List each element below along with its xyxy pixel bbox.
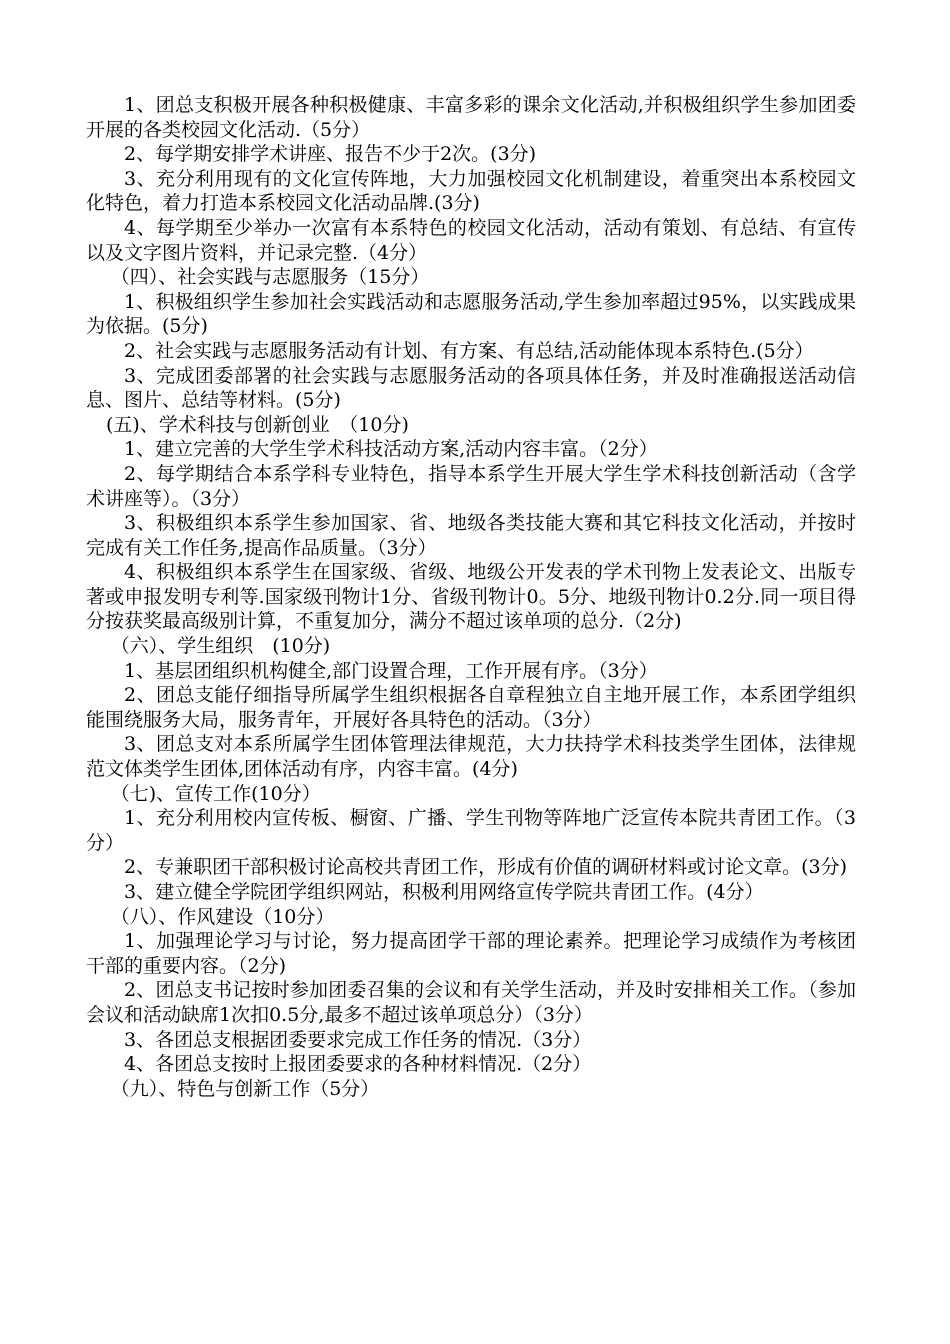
section-heading: （八）、作风建设（10分） xyxy=(110,905,335,928)
list-item: 3、完成团委部署的社会实践与志愿服务活动的各项具体任务，并及时准确报送活动信息、图片、总结等材料。(5分) xyxy=(86,364,856,412)
section-heading: （六）、学生组织 (10分) xyxy=(110,635,331,658)
list-item: 4、各团总支按时上报团委要求的各种材料情况.（2分） xyxy=(124,1053,592,1076)
list-item: 2、专兼职团干部积极讨论高校共青团工作，形成有价值的调研材料或讨论文章。(3分) xyxy=(124,856,848,879)
section-heading: (五)、学术科技与创新创业 （10分) xyxy=(105,413,409,436)
list-item: 1、充分利用校内宣传板、橱窗、广播、学生刊物等阵地广泛宣传本院共青团工作。（3分） xyxy=(86,807,856,854)
list-item: 4、每学期至少举办一次富有本系特色的校园文化活动，活动有策划、有总结、有宣传以及文字图片资料，并记录完整.（4分） xyxy=(86,216,856,264)
section-heading: （七)、宣传工作(10分） xyxy=(110,782,321,805)
list-item: 2、社会实践与志愿服务活动有计划、有方案、有总结,活动能体现本系特色.(5分） xyxy=(124,339,814,362)
list-item: 2、每学期安排学术讲座、报告不少于2次。(3分) xyxy=(124,143,537,166)
list-item: 1、积极组织学生参加社会实践活动和志愿服务活动,学生参加率超过95%，以实践成果为依据。(5分) xyxy=(86,290,856,338)
section-heading: （四）、社会实践与志愿服务（15分） xyxy=(110,266,430,289)
list-item: 2、团总支能仔细指导所属学生组织根据各自章程独立自主地开展工作，本系团学组织能围绕服务大局，服务青年，开展好各具特色的活动。（3分） xyxy=(86,684,856,731)
section-heading: （九）、特色与创新工作（5分） xyxy=(110,1077,380,1100)
list-item: 1、建立完善的大学生学术科技活动方案,活动内容丰富。（2分） xyxy=(124,438,658,461)
list-item: 2、每学期结合本系学科专业特色，指导本系学生开展大学生学术科技创新活动（含学术讲座等）。（3分） xyxy=(86,462,856,510)
list-item: 1、团总支积极开展各种积极健康、丰富多彩的课余文化活动,并积极组织学生参加团委开展的各类校园文化活动.（5分） xyxy=(86,94,856,141)
list-item: 3、团总支对本系所属学生团体管理法律规范，大力扶持学术科技类学生团体，法律规范文体类学生团体,团体活动有序，内容丰富。(4分) xyxy=(86,733,856,781)
document-body xyxy=(86,93,856,1101)
list-item: 3、各团总支根据团委要求完成工作任务的情况.（3分） xyxy=(124,1028,592,1051)
list-item: 3、建立健全学院团学组织网站，积极利用网络宣传学院共青团工作。(4分） xyxy=(124,881,764,903)
list-item: 1、加强理论学习与讨论，努力提高团学干部的理论素养。把理论学习成绩作为考核团干部的重要内容。（2分) xyxy=(86,930,856,977)
list-item: 2、团总支书记按时参加团委召集的会议和有关学生活动，并及时安排相关工作。（参加会议和活动缺席1次扣0.5分,最多不超过该单项总分）（3分） xyxy=(86,979,856,1026)
list-item: 1、基层团组织机构健全,部门设置合理，工作开展有序。（3分） xyxy=(124,659,658,682)
list-item: 4、积极组织本系学生在国家级、省级、地级公开发表的学术刊物上发表论文、出版专著或申报发明专利等.国家级刊物计1分、省级刊物计0。5分、地级刊物计0.2分.同一项目得分按获奖最高级别计算，不重复加分，满分不超过该单项的总分.（2分) xyxy=(86,561,856,633)
list-item: 3、充分利用现有的文化宣传阵地，大力加强校园文化机制建设，着重突出本系校园文化特色，着力打造本系校园文化活动品牌.(3分) xyxy=(86,167,856,215)
list-item: 3、积极组织本系学生参加国家、省、地级各类技能大赛和其它科技文化活动，并按时完成有关工作任务,提高作品质量。（3分） xyxy=(86,512,856,559)
